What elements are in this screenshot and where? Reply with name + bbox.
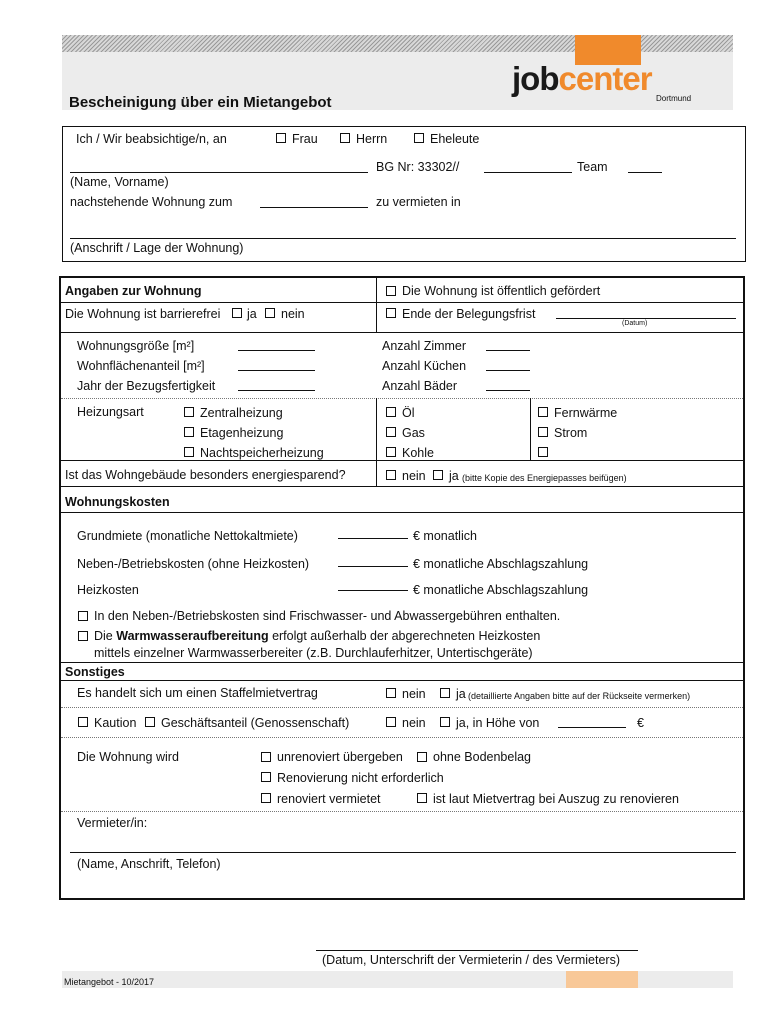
- warmwasser-pre: Die: [94, 629, 117, 643]
- kosten-heading: Wohnungskosten: [65, 495, 170, 509]
- ohne-boden-label: ohne Bodenbelag: [433, 750, 532, 764]
- signature-label: (Datum, Unterschrift der Vermieterin / des Vermieters): [322, 953, 621, 967]
- fernwaerme-label: Fernwärme: [554, 406, 618, 420]
- signature-line[interactable]: [316, 950, 638, 951]
- barrierefrei-ja-checkbox[interactable]: [232, 308, 242, 318]
- frau-label: Frau: [292, 132, 318, 146]
- kohle-label: Kohle: [402, 446, 434, 460]
- kaution-euro: €: [637, 716, 644, 730]
- warmwasser-checkbox[interactable]: [78, 631, 88, 641]
- nicht-erf-checkbox[interactable]: [261, 772, 271, 782]
- bg-nr-input-line[interactable]: [484, 172, 572, 173]
- grundmiete-input-line[interactable]: [338, 538, 408, 539]
- sizes-divider: [61, 398, 743, 399]
- gas-label: Gas: [402, 426, 425, 440]
- renoviert-checkbox[interactable]: [261, 793, 271, 803]
- staffel-label: Es handelt sich um einen Staffelmietvertrag: [77, 686, 318, 700]
- frischwasser-checkbox[interactable]: [78, 611, 88, 621]
- anschrift-label: (Anschrift / Lage der Wohnung): [70, 241, 244, 255]
- energie-nein-label: nein: [402, 469, 426, 483]
- nachtspeicher-checkbox[interactable]: [184, 447, 194, 457]
- staffel-divider: [61, 707, 743, 708]
- warmwasser-bold: Warmwasseraufbereitung: [116, 629, 269, 643]
- kaution-checkbox[interactable]: [78, 717, 88, 727]
- wohnung-wird-label: Die Wohnung wird: [77, 750, 179, 764]
- zentral-label: Zentralheizung: [200, 406, 283, 420]
- kaution-label: Kaution: [94, 716, 137, 730]
- heizungsart-label: Heizungsart: [77, 405, 144, 419]
- angaben-divider-vertical: [376, 278, 377, 332]
- kosten-bottom-line: [61, 662, 743, 663]
- staffel-nein-label: nein: [402, 687, 426, 701]
- frischwasser-label: In den Neben-/Betriebskosten sind Frischwasser- und Abwassergebühren enthalten.: [94, 609, 561, 623]
- staffel-ja-label: ja: [456, 687, 466, 701]
- baeder-label: Anzahl Bäder: [382, 379, 458, 393]
- groesse-label: Wohnungsgröße [m²]: [77, 339, 195, 353]
- bezug-input-line[interactable]: [238, 390, 315, 391]
- vermieter-input-line[interactable]: [70, 852, 736, 853]
- kosten-heading-line: [61, 512, 743, 513]
- team-label: Team: [577, 160, 608, 174]
- energie-note: (bitte Kopie des Energiepasses beifügen): [462, 473, 627, 483]
- zentral-checkbox[interactable]: [184, 407, 194, 417]
- wird-divider: [61, 811, 743, 812]
- barrierefrei-label: Die Wohnung ist barrierefrei: [65, 307, 221, 321]
- barrierefrei-ja-label: ja: [247, 307, 257, 321]
- anschrift-input-line[interactable]: [70, 238, 736, 239]
- kaution-amount-line[interactable]: [558, 727, 626, 728]
- team-input-line[interactable]: [628, 172, 662, 173]
- kaution-nein-label: nein: [402, 716, 426, 730]
- energie-bottom-line: [61, 486, 743, 487]
- ende-beleg-label: Ende der Belegungsfrist: [402, 307, 536, 321]
- zimmer-input-line[interactable]: [486, 350, 530, 351]
- kaution-nein-checkbox[interactable]: [386, 717, 396, 727]
- strom-label: Strom: [554, 426, 588, 440]
- angaben-heading: Angaben zur Wohnung: [65, 284, 202, 298]
- oeffentlich-label: Die Wohnung ist öffentlich gefördert: [402, 284, 601, 298]
- name-input-line[interactable]: [70, 172, 368, 173]
- kuechen-label: Anzahl Küchen: [382, 359, 467, 373]
- neben-input-line[interactable]: [338, 566, 408, 567]
- heiz-unit: € monatliche Abschlagszahlung: [413, 583, 589, 597]
- baeder-input-line[interactable]: [486, 390, 530, 391]
- laut-mietvertrag-checkbox[interactable]: [417, 793, 427, 803]
- eheleute-label: Eheleute: [430, 132, 480, 146]
- angaben-section-line: [61, 332, 743, 333]
- angaben-row-line: [61, 302, 743, 303]
- datum-hint: (Datum): [622, 320, 648, 327]
- heizung-bottom-line: [61, 460, 743, 461]
- kaution-ja-label: ja, in Höhe von: [456, 716, 540, 730]
- page-title: Bescheinigung über ein Mietangebot: [69, 94, 332, 111]
- grundmiete-unit: € monatlich: [413, 529, 477, 543]
- oel-label: Öl: [402, 406, 415, 420]
- oel-checkbox[interactable]: [386, 407, 396, 417]
- groesse-input-line[interactable]: [238, 350, 315, 351]
- ohne-boden-checkbox[interactable]: [417, 752, 427, 762]
- footer-orange-block: [566, 971, 638, 988]
- nachtspeicher-label: Nachtspeicherheizung: [200, 446, 324, 460]
- zu-vermieten-label: zu vermieten in: [376, 195, 461, 209]
- energie-nein-checkbox[interactable]: [386, 470, 396, 480]
- energie-ja-label: ja: [449, 469, 459, 483]
- fernwaerme-checkbox[interactable]: [538, 407, 548, 417]
- ende-beleg-input-line[interactable]: [556, 318, 736, 319]
- ende-beleg-checkbox[interactable]: [386, 308, 396, 318]
- staffel-note: (detaillierte Angaben bitte auf der Rückseite vermerken): [468, 691, 691, 701]
- warmwasser-label: [94, 629, 540, 643]
- zimmer-label: Anzahl Zimmer: [382, 339, 467, 353]
- herrn-label: Herrn: [356, 132, 388, 146]
- eheleute-checkbox[interactable]: [414, 133, 424, 143]
- barrierefrei-nein-checkbox[interactable]: [265, 308, 275, 318]
- sonstige-heizung-checkbox[interactable]: [538, 447, 548, 457]
- energie-question: Ist das Wohngebäude besonders energiesparend?: [65, 468, 346, 482]
- footer-version: Mietangebot - 10/2017: [64, 977, 155, 987]
- heizung-divider-1: [376, 398, 377, 486]
- heizung-divider-2: [530, 398, 531, 460]
- anteil-input-line[interactable]: [238, 370, 315, 371]
- sonstiges-heading: Sonstiges: [65, 665, 125, 679]
- frau-checkbox[interactable]: [276, 133, 286, 143]
- warmwasser-line2: mittels einzelner Warmwasserbereiter (z.B. Durchlauferhitzer, Untertischgeräte): [94, 646, 533, 660]
- vermieter-label: Vermieter/in:: [77, 816, 148, 830]
- energie-ja-checkbox[interactable]: [433, 470, 443, 480]
- jobcenter-logo: [512, 62, 652, 96]
- neben-unit: € monatliche Abschlagszahlung: [413, 557, 589, 571]
- logo-center: center: [558, 60, 652, 97]
- name-vorname-label: (Name, Vorname): [70, 175, 169, 189]
- warmwasser-post: erfolgt außerhalb der abgerechneten Heizkosten: [268, 629, 541, 643]
- kuechen-input-line[interactable]: [486, 370, 530, 371]
- kaution-divider: [61, 737, 743, 738]
- vermieten-date-line[interactable]: [260, 207, 368, 208]
- kohle-checkbox[interactable]: [386, 447, 396, 457]
- laut-mietvertrag-label: ist laut Mietvertrag bei Auszug zu renovieren: [433, 792, 679, 806]
- geschaeft-checkbox[interactable]: [145, 717, 155, 727]
- etagen-label: Etagenheizung: [200, 426, 284, 440]
- grundmiete-label: Grundmiete (monatliche Nettokaltmiete): [77, 529, 298, 543]
- herrn-checkbox[interactable]: [340, 133, 350, 143]
- bezug-label: Jahr der Bezugsfertigkeit: [77, 379, 216, 393]
- etagen-checkbox[interactable]: [184, 427, 194, 437]
- sonstiges-heading-line: [61, 680, 743, 681]
- barrierefrei-nein-label: nein: [281, 307, 305, 321]
- staffel-ja-checkbox[interactable]: [440, 688, 450, 698]
- heiz-label: Heizkosten: [77, 583, 139, 597]
- gas-checkbox[interactable]: [386, 427, 396, 437]
- name-anschrift-label: (Name, Anschrift, Telefon): [77, 857, 221, 871]
- staffel-nein-checkbox[interactable]: [386, 688, 396, 698]
- bg-nr-label: BG Nr: 33302//: [376, 160, 460, 174]
- anteil-label: Wohnflächenanteil [m²]: [77, 359, 205, 373]
- ich-wir-label: Ich / Wir beabsichtige/n, an: [76, 132, 227, 146]
- oeffentlich-checkbox[interactable]: [386, 286, 396, 296]
- geschaeft-label: Geschäftsanteil (Genossenschaft): [161, 716, 350, 730]
- logo-city: Dortmund: [656, 94, 692, 103]
- strom-checkbox[interactable]: [538, 427, 548, 437]
- unrenoviert-checkbox[interactable]: [261, 752, 271, 762]
- renoviert-label: renoviert vermietet: [277, 792, 381, 806]
- unrenoviert-label: unrenoviert übergeben: [277, 750, 403, 764]
- nicht-erf-label: Renovierung nicht erforderlich: [277, 771, 444, 785]
- heiz-input-line[interactable]: [338, 590, 408, 591]
- nachstehende-label: nachstehende Wohnung zum: [70, 195, 233, 209]
- kaution-ja-checkbox[interactable]: [440, 717, 450, 727]
- neben-label: Neben-/Betriebskosten (ohne Heizkosten): [77, 557, 310, 571]
- logo-job: job: [512, 60, 559, 97]
